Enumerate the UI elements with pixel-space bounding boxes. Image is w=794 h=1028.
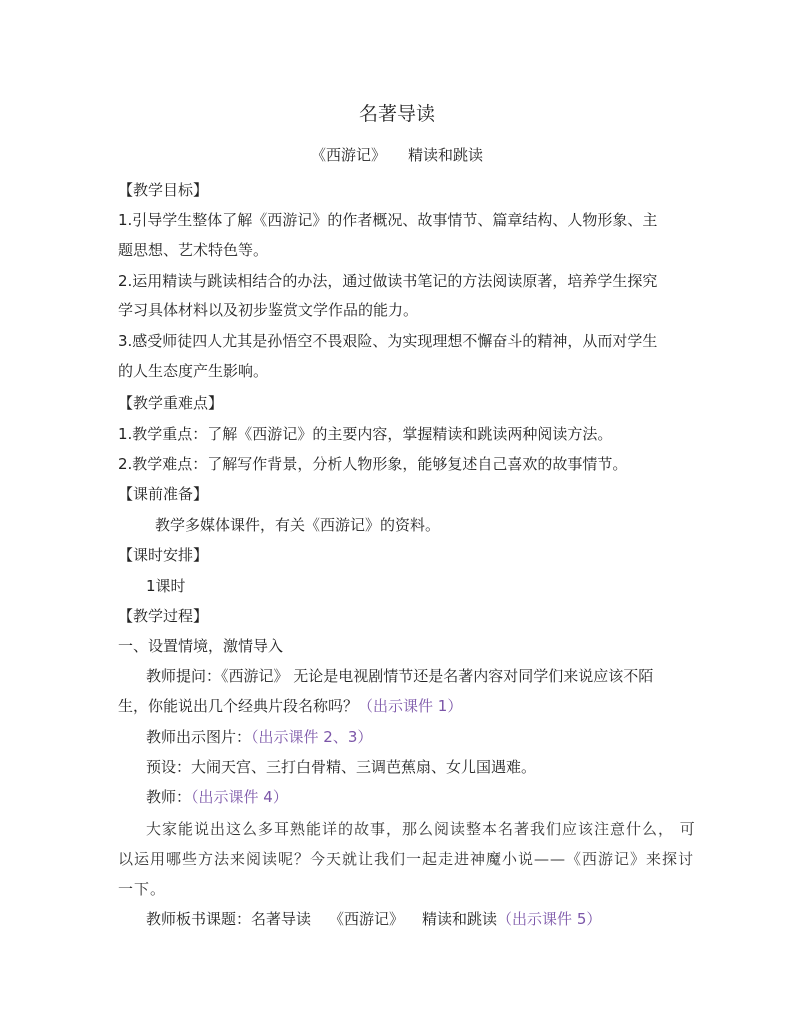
time-heading: 【课时安排】 [118, 546, 209, 564]
courseware-tag-5: （出示课件 5） [497, 910, 602, 928]
time-text: 1课时 [146, 577, 186, 595]
process-heading: 【教学过程】 [118, 607, 209, 625]
key-point-1: 1.教学重点：了解《西游记》的主要内容，掌握精读和跳读两种阅读方法。 [118, 425, 613, 443]
goal-3-line-2: 的人生态度产生影响。 [118, 362, 269, 380]
prep-text: 教学多媒体课件，有关《西游记》的资料。 [155, 516, 441, 534]
goal-1-line-2: 题思想、艺术特色等。 [118, 241, 269, 259]
goals-heading: 【教学目标】 [118, 181, 209, 199]
courseware-tag-1: （出示课件 1） [358, 697, 463, 715]
subtitle-book: 《西游记》 [310, 146, 386, 164]
teacher-text: 教师： [146, 788, 192, 806]
board-text-2: 《西游记》 [329, 910, 405, 928]
picture-line [146, 727, 372, 747]
picture-text: 教师出示图片： [146, 728, 252, 746]
board-text-1: 教师板书课题：名著导读 [146, 910, 312, 928]
question-text: 生，你能说出几个经典片段名称吗？ [118, 697, 359, 715]
prep-heading: 【课前准备】 [118, 485, 209, 503]
goal-1-line-1: 1.引导学生整体了解《西游记》的作者概况、故事情节、篇章结构、人物形象、主 [118, 211, 658, 229]
question-line-2 [118, 696, 462, 716]
courseware-tag-3: （出示课件 4） [191, 788, 288, 806]
handwritten-line-2: 以运用哪些方法来阅读呢？今天就让我们一起走进神魔小说——《西游记》来探讨 [118, 850, 695, 868]
key-point-2: 2.教学难点：了解写作背景，分析人物形象，能够复述自己喜欢的故事情节。 [118, 455, 628, 473]
courseware-tag-2: （出示课件 2、3） [251, 728, 373, 746]
teacher-line [146, 787, 288, 807]
step-1-heading: 一、设置情境，激情导入 [118, 637, 284, 655]
question-line-1: 教师提问：《西游记》 无论是电视剧情节还是名著内容对同学们来说应该不陌 [146, 667, 654, 685]
goal-3-line-1: 3.感受师徒四人尤其是孙悟空不畏艰险、为实现理想不懈奋斗的精神，从而对学生 [118, 332, 658, 350]
goal-2-line-1: 2.运用精读与跳读相结合的办法，通过做读书笔记的方法阅读原著，培养学生探究 [118, 272, 658, 290]
subtitle [0, 145, 794, 165]
subtitle-topic: 精读和跳读 [408, 146, 484, 164]
board-line [146, 909, 601, 929]
key-heading: 【教学重难点】 [118, 394, 224, 412]
handwritten-line-1: 大家能说出这么多耳熟能详的故事，那么阅读整本名著我们应该注意什么， 可 [146, 820, 696, 838]
preset-line: 预设：大闹天宫、三打白骨精、三调芭蕉扇、女儿国遇难。 [146, 758, 537, 776]
page-title: 名著导读 [358, 103, 435, 125]
board-text-3: 精读和跳读 [422, 910, 498, 928]
goal-2-line-2: 学习具体材料以及初步鉴赏文学作品的能力。 [118, 301, 419, 319]
handwritten-line-3: 一下。 [118, 880, 167, 898]
